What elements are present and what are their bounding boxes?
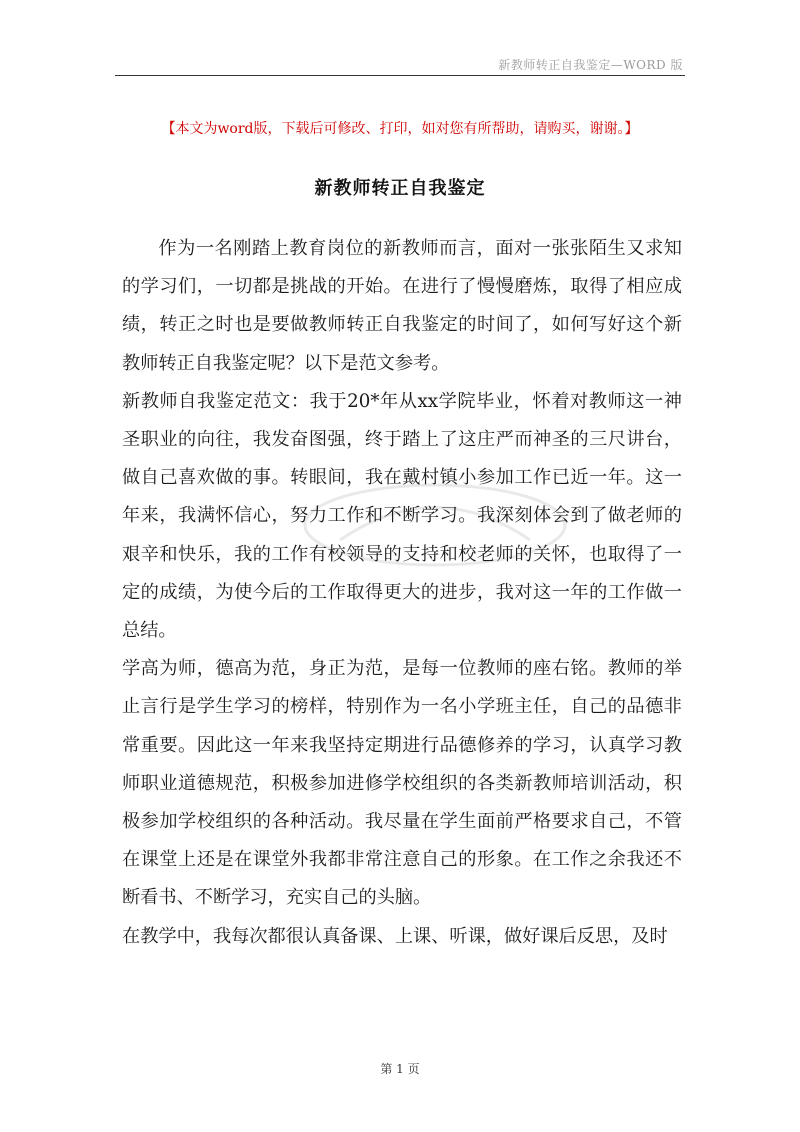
body-paragraph: 在教学中，我每次都很认真备课、上课、听课，做好课后反思，及时	[122, 925, 668, 947]
body-paragraph: 学高为师，德高为范，身正为范，是每一位教师的座右铭。教师的举止言行是学生学习的榜样，特别作为一名小学班主任，自己的品德非常重要。因此这一年来我坚持定期进行品德修养的学习，认真学习教师职业道德规范，积极参加进修学校组织的各类新教师培训活动，积极参加学校组织的各种活动。我尽量在学生面前严格要求自己，不管在课堂上还是在课堂外我都非常注意自己的形象。在工作之余我还不断看书、不断学习，充实自己的头脑。	[122, 658, 682, 909]
document-title: 新教师转正自我鉴定	[314, 178, 486, 199]
document-body	[122, 230, 682, 956]
page-number: 第 1 页	[380, 1062, 420, 1076]
body-paragraph: 作为一名刚踏上教育岗位的新教师而言，面对一张张陌生又求知的学习们，一切都是挑战的开始。在进行了慢慢磨炼，取得了相应成绩，转正之时也是要做教师转正自我鉴定的时间了，如何写好这个新教师转正自我鉴定呢？以下是范文参考。	[122, 238, 682, 374]
purchase-notice: 【本文为word版，下载后可修改、打印，如对您有所帮助，请购买，谢谢。】	[161, 121, 639, 137]
running-header: 新教师转正自我鉴定—WORD 版	[498, 58, 683, 72]
body-paragraph: 新教师自我鉴定范文：我于20*年从xx学院毕业，怀着对教师这一神圣职业的向往，我发奋图强，终于踏上了这庄严而神圣的三尺讲台，做自己喜欢做的事。转眼间，我在戴村镇小参加工作已近一年。这一年来，我满怀信心，努力工作和不断学习。我深刻体会到了做老师的艰辛和快乐，我的工作有校领导的支持和校老师的关怀，也取得了一定的成绩，为使今后的工作取得更大的进步，我对这一年的工作做一总结。	[122, 390, 682, 642]
header-rule	[115, 75, 685, 76]
